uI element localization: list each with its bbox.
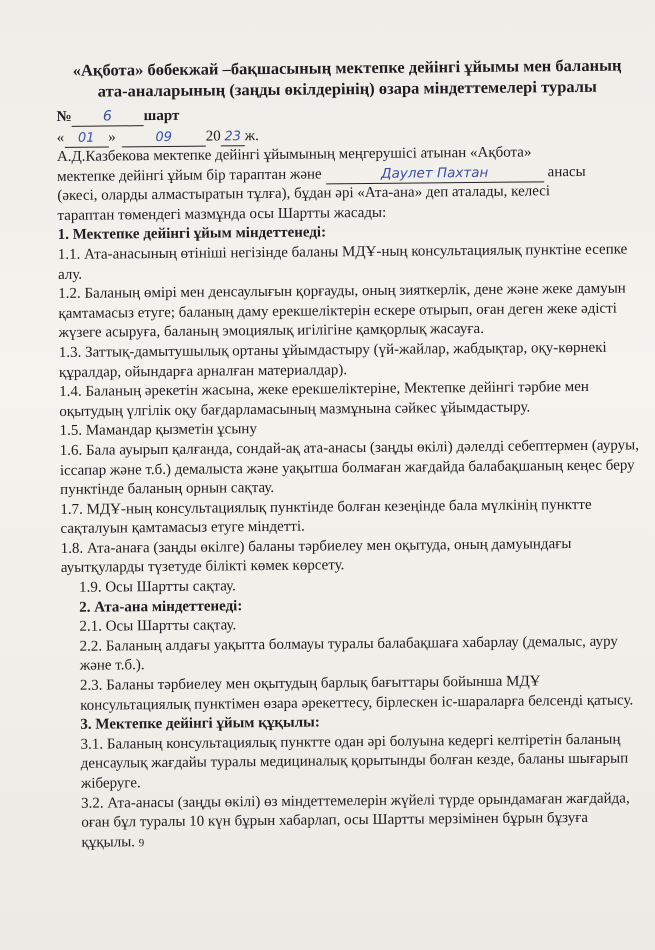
contract-body (57, 142, 644, 854)
title-line-2: ата-аналарының (заңды өкілдерінің) өзара міндеттемелері туралы (97, 76, 597, 101)
intro-line-2-start: мектепке дейінгі ұйым бір тараптан және (57, 166, 322, 185)
clause-1-6: 1.6. Бала ауырып қалғанда, сондай-ақ ата-анасы (заңды өкілі) дәлелді себептермен (ауруы, іссапар және т.б.) демалыста және уақытша болмаған жағдайда балабақшаның кеңес беру пунктінде баланың орнын сақтау. (59, 437, 639, 499)
date-month-handwritten: 09 (155, 129, 173, 146)
contract-number-handwritten: 6 (102, 108, 113, 125)
section-3-heading: 3. Мектепке дейінгі ұйым құқылы: (80, 714, 320, 734)
date-year-prefix: 20 (205, 128, 221, 145)
clause-1-1: 1.1. Ата-анасының өтініші негізінде баланы МДҰ-ның консультациялық пунктіне есепке алу. (57, 241, 628, 283)
clause-1-7: 1.7. МДҰ-ның консультациялық пунктінде болған кезеңінде бала мүлкінің пунктте сақталуын қамтамасыз етуге міндетті. (60, 496, 592, 538)
clause-1-3: 1.3. Заттық-дамытушылық ортаны ұйымдастыру (үй-жайлар, жабдықтар, оқу-көрнекі құралдар, ойындарға арналған материалдар). (58, 339, 607, 381)
clause-1-2: 1.2. Баланың өмірі мен денсаулығын қорғауды, оның зияткерлік, дене және жеке дамуын қамтамасыз етуге; баланың даму ерекшеліктерін ескере отырып, оған деген жеке әдісті жүзеге асыруға, баланың эмоциялық игілігіне қамқорлық жасауға. (58, 280, 626, 342)
contract-word: шарт (143, 107, 180, 125)
intro-line-4: тараптан төмендегі мазмұнда осы Шартты жасады: (57, 204, 387, 224)
date-month-blank (122, 130, 206, 148)
number-sign: № (56, 108, 72, 125)
section-2-heading: 2. Ата-ана міндеттенеді: (79, 597, 243, 616)
intro-line-2-end: анасы (547, 163, 586, 180)
date-year-suffix: ж. (244, 128, 259, 145)
intro-line-3: (әкесі, оларды алмастыратын тұлға), бұдан әрі «Ата-ана» деп аталады, келесі (57, 183, 551, 205)
clause-1-5: 1.5. Мамандар қызметін ұсыну (59, 421, 257, 440)
clause-2-2: 2.2. Баланың алдағы уақытта болмауы туралы балабақшаға хабарлау (демалыс, ауру және т.б.). (79, 633, 618, 675)
date-year-handwritten: 23 (224, 129, 242, 145)
date-quote-open: « (56, 129, 65, 146)
parent-name-blank (326, 166, 544, 185)
clause-3-2-text: 3.2. Ата-анасы (заңды өкілі) өз міндеттемелерін жүйелі түрде орындамаған жағдайда, оған бұл туралы 10 күн бұрын хабарлап, осы Шартты мерзімінен бұрын бұзуға құқылы. (81, 790, 630, 851)
contract-number-blank (72, 109, 144, 127)
clause-1-4: 1.4. Баланың әрекетін жасына, жеке ерекшеліктеріне, Мектепке дейінгі тәрбие мен оқытудың үлгілік оқу бағдарламасының мазмұнына сәйкес ұйымдастыру. (59, 379, 590, 420)
document-title (52, 54, 642, 102)
date-day-handwritten: 01 (77, 130, 95, 146)
page-number: 9 (138, 836, 145, 850)
intro-line-1: А.Д.Казбекова мектепке дейінгі ұйымының меңгерушісі атынан «Ақбота» (56, 144, 532, 165)
date-day-blank (64, 131, 108, 148)
clause-2-1: 2.1. Осы Шартты сақтау. (79, 617, 237, 636)
clause-3-2 (63, 789, 644, 854)
clause-1-9: 1.9. Осы Шартты сақтау. (78, 578, 236, 596)
date-quote-close: » (108, 129, 116, 146)
parent-name-handwritten: Даулет Пахтан (380, 165, 489, 183)
contract-meta (56, 102, 636, 148)
clause-1-8: 1.8. Ата-анаға (заңды өкілге) баланы тәрбиелеу мен оқытуда, оның дамуындағы ауытқуларды түзетуде білікті көмек көрсету. (60, 535, 572, 577)
clause-3-1: 3.1. Баланың консультациялық пунктте одан әрі болуына кедергі келтіретін баланың денсаулық жағдайы туралы медициналық қорытынды болған кезде, баланы шығарып жіберуге. (80, 731, 629, 792)
title-line-1: «Ақбота» бөбекжай –бақшасының мектепке дейінгі ұйымы мен баланың (72, 55, 622, 80)
date-year-blank (221, 129, 245, 146)
section-1-heading: 1. Мектепке дейінгі ұйым міндеттенеді: (57, 224, 327, 244)
clause-2-3: 2.3. Баланы тәрбиелеу мен оқытудың барлық бағыттары бойынша МДҰ консультациялық пунктімен өзара әрекеттесу, бірлескен іс-шараларға белсенді қатысу. (79, 673, 634, 714)
contract-sheet (56, 54, 644, 854)
